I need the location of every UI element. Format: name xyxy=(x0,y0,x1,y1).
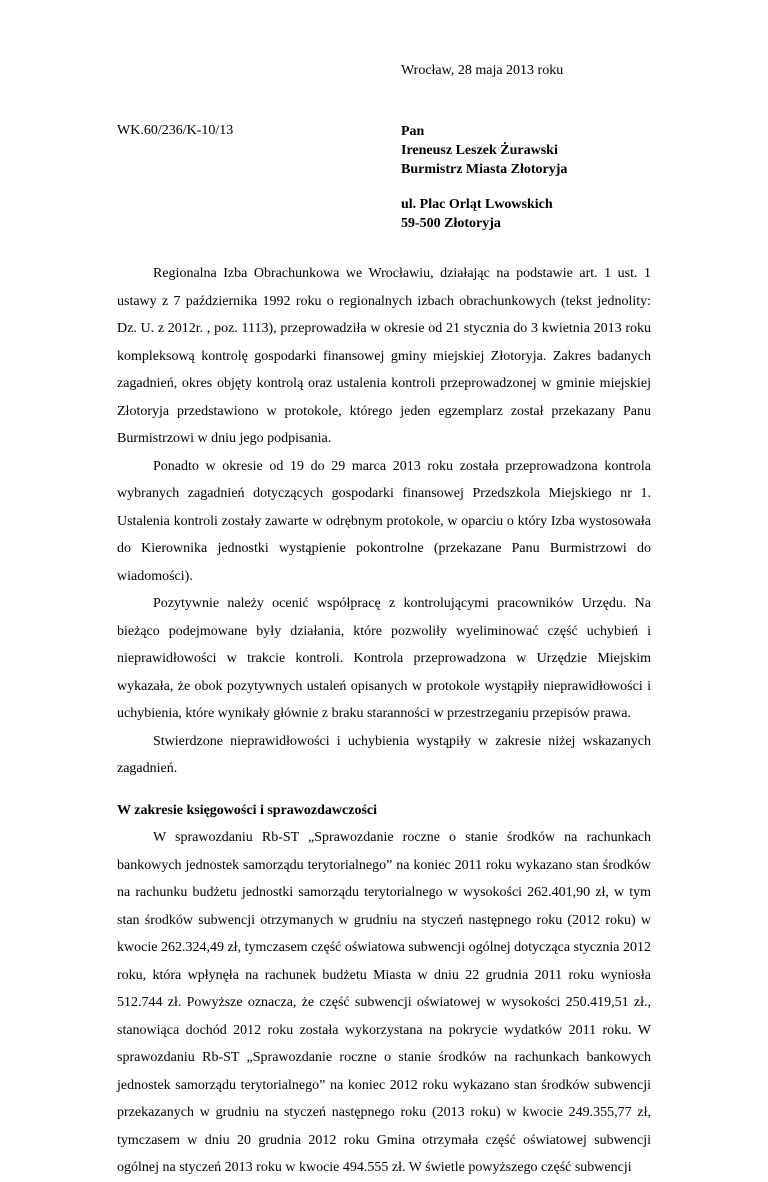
address-spacer xyxy=(401,179,567,195)
recipient-city: 59-500 Złotoryja xyxy=(401,216,501,231)
paragraph-2: Ponadto w okresie od 19 do 29 marca 2013 roku została przeprowadzona kontrola wybranych zagadnień dotyczących gospodarki finansowej Przedszkola Miejskiego nr 1. Ustalenia kontroli zostały zawarte w odrębnym protokole, w oparciu o który Izba wystosowała do Kierownika jednostki wystąpienie pokontrolne (przekazane Panu Burmistrzowi do wiadomości). xyxy=(117,458,651,584)
recipient-salutation: Pan xyxy=(401,124,425,139)
recipient-street: ul. Plac Orląt Lwowskich xyxy=(401,197,553,212)
paragraph-3: Pozytywnie należy ocenić współpracę z kontrolującymi pracowników Urzędu. Na bieżąco podejmowane były działania, które pozwoliły wyeliminować część uchybień i nieprawidłowości w trakcie kontroli. Kontrola przeprowadzona w Urzędzie Miejskim wykazała, że obok pozytywnych ustaleń opisanych w protokole wystąpiły nieprawidłowości i uchybienia, które wynikały głównie z braku staranności w przestrzeganiu przepisów prawa. xyxy=(117,596,651,721)
reference-number: WK.60/236/K-10/13 xyxy=(117,123,234,138)
recipient-address xyxy=(401,122,567,233)
letter-body xyxy=(117,260,651,1182)
recipient-position: Burmistrz Miasta Złotoryja xyxy=(401,162,568,177)
section-heading: W zakresie księgowości i sprawozdawczości xyxy=(117,802,378,818)
paragraph-4: Stwierdzone nieprawidłowości i uchybienia wystąpiły w zakresie niżej wskazanych zagadnień. xyxy=(117,733,651,776)
paragraph-5: W sprawozdaniu Rb-ST „Sprawozdanie roczne o stanie środków na rachunkach bankowych jednostek samorządu terytorialnego” na koniec 2011 roku wykazano stan środków na rachunku budżetu jednostki samorządu terytorialnego w wysokości 262.401,90 zł, w tym stan środków subwencji otrzymanych w grudniu na styczeń następnego roku (2012 roku) w kwocie 262.324,49 zł, tymczasem część oświatowa subwencji ogólnej dotycząca stycznia 2012 roku, która wpłynęła na rachunek budżetu Miasta w dniu 22 grudnia 2011 roku wyniosła 512.744 zł. Powyższe oznacza, że część subwencji oświatowej w wysokości 250.419,51 zł., stanowiąca dochód 2012 roku została wykorzystana na pokrycie wydatków 2011 roku. W sprawozdaniu Rb-ST „Sprawozdanie roczne o stanie środków na rachunkach bankowych jednostek samorządu terytorialnego” na koniec 2012 roku wykazano stan środków subwencji przekazanych w grudniu na styczeń następnego roku (2013 roku) w kwocie 249.355,77 zł, tymczasem w dniu 20 grudnia 2012 roku Gmina otrzymała część oświatowej subwencji ogólnej na styczeń 2013 roku w kwocie 494.555 zł. W świetle powyższego część subwencji xyxy=(117,830,651,1175)
letter-date: Wrocław, 28 maja 2013 roku xyxy=(401,63,564,78)
recipient-name: Ireneusz Leszek Żurawski xyxy=(401,143,558,158)
paragraph-1: Regionalna Izba Obrachunkowa we Wrocławiu, działając na podstawie art. 1 ust. 1 ustawy z 7 października 1992 roku o regionalnych izbach obrachunkowych (tekst jednolity: Dz. U. z 2012r. , poz. 1113), przeprowadziła w okresie od 21 stycznia do 3 kwietnia 2013 roku kompleksową kontrolę gospodarki finansowej gminy miejskiej Złotoryja. Zakres badanych zagadnień, okres objęty kontrolą oraz ustalenia kontroli przeprowadzonej w gminie miejskiej Złotoryja przedstawiono w protokole, którego jeden egzemplarz został przekazany Panu Burmistrzowi w dniu jego podpisania. xyxy=(117,266,651,446)
